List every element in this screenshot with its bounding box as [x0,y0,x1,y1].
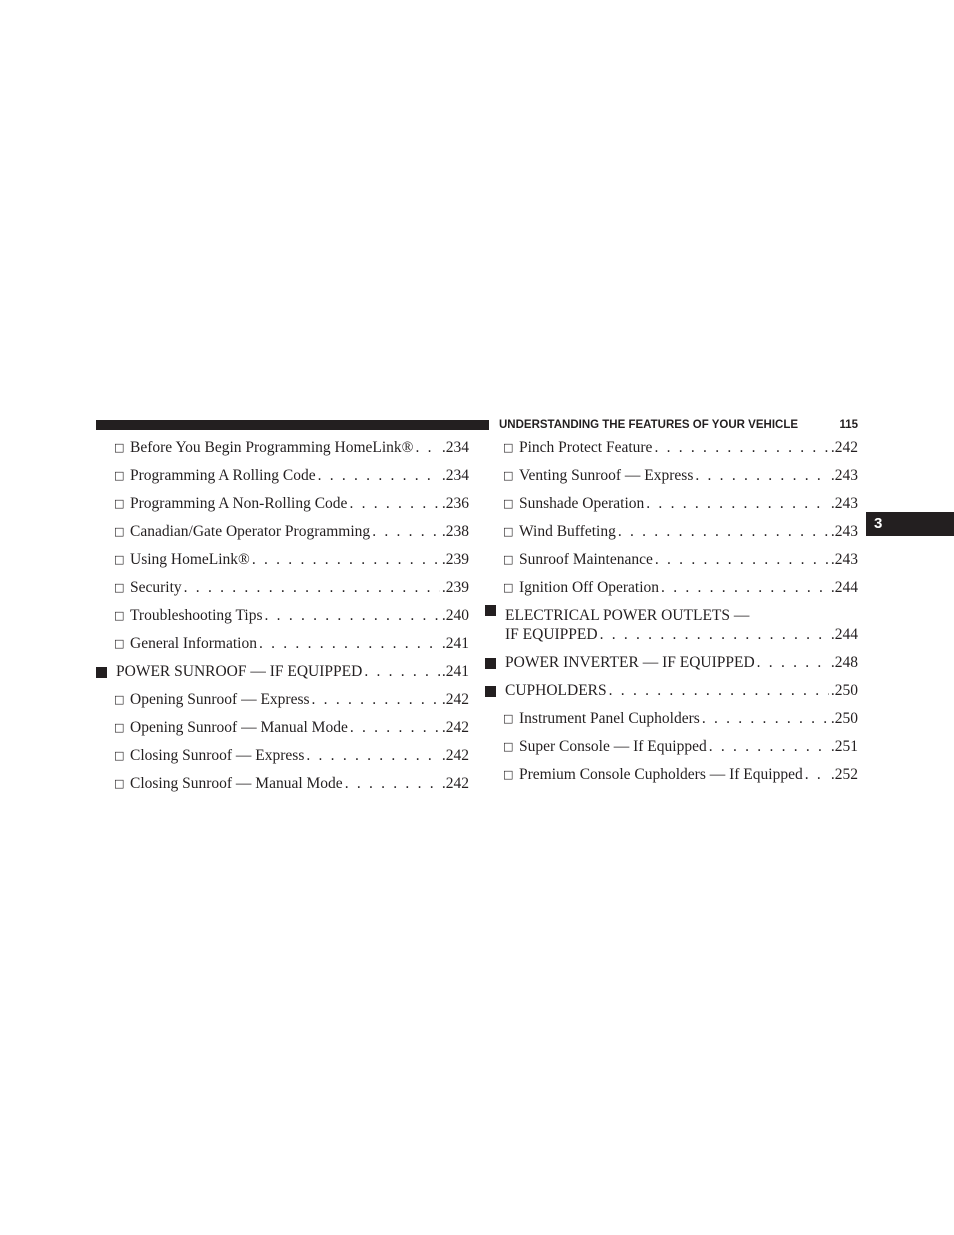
toc-entry[interactable] [96,490,469,518]
toc-entry[interactable] [485,546,858,574]
dot-leader [655,546,829,574]
toc-entry-label: CUPHOLDERS [505,682,607,699]
toc-left-column [96,434,469,798]
toc-entry-label: Premium Console Cupholders — If Equipped [519,766,803,783]
chapter-tab[interactable] [866,512,954,536]
dot-leader [654,434,828,462]
toc-entry[interactable] [96,574,469,602]
toc-entry-label: Canadian/Gate Operator Programming [130,523,371,540]
hollow-square-bullet-icon: □ [114,441,125,454]
dot-leader [252,546,440,574]
dot-leader [364,658,440,686]
toc-entry-page: .250 [830,682,858,699]
toc-entry-page: .243 [830,467,858,484]
dot-leader [609,677,829,705]
toc-entry-line [130,462,469,490]
dot-leader [372,518,440,546]
toc-entry-line [519,705,858,733]
hollow-square-bullet-icon: □ [114,609,125,622]
toc-entry-label: Closing Sunroof — Express [130,747,305,764]
toc-entry-label: Programming A Non-Rolling Code [130,495,348,512]
hollow-square-bullet-icon: □ [503,469,514,482]
dot-leader [661,574,829,602]
hollow-square-bullet-icon: □ [114,553,125,566]
toc-entry[interactable] [485,602,858,649]
toc-entry-page: .248 [830,654,858,671]
dot-leader [415,434,439,462]
toc-entry[interactable] [485,434,858,462]
toc-entry-label: Closing Sunroof — Manual Mode [130,775,343,792]
header-page-number: 115 [839,419,858,431]
dot-leader [345,770,440,798]
toc-entry[interactable] [485,574,858,602]
toc-entry-line [130,574,469,602]
toc-entry-line [130,434,469,462]
toc-entry-label: Sunroof Maintenance [519,551,653,568]
hollow-square-bullet-icon: □ [503,712,514,725]
toc-entry-page: .243 [830,495,858,512]
toc-entry-page: .242 [441,719,469,736]
toc-entry-line [505,621,858,649]
toc-entry-page: .238 [441,523,469,540]
hollow-square-bullet-icon: □ [503,441,514,454]
toc-entry-label: POWER SUNROOF — IF EQUIPPED [116,663,363,680]
toc-entry-label: Programming A Rolling Code [130,467,316,484]
toc-entry-page: .242 [441,747,469,764]
toc-entry-page: .243 [830,551,858,568]
toc-entry-label: General Information [130,635,257,652]
toc-entry-line [519,761,858,789]
toc-entry-page: .250 [830,710,858,727]
toc-entry[interactable] [485,677,858,705]
toc-entry[interactable] [485,761,858,789]
toc-entry-page: .234 [441,439,469,456]
toc-entry-line [505,649,858,677]
toc-entry-label: Troubleshooting Tips [130,607,263,624]
toc-entry-page: .242 [441,691,469,708]
toc-entry[interactable] [96,546,469,574]
hollow-square-bullet-icon: □ [114,721,125,734]
hollow-square-bullet-icon: □ [114,693,125,706]
toc-entry-page: .242 [830,439,858,456]
toc-entry-line [130,770,469,798]
toc-entry-line [130,602,469,630]
toc-entry[interactable] [96,742,469,770]
filled-square-bullet-icon [485,686,496,697]
toc-entry[interactable] [96,518,469,546]
toc-entry-label: Pinch Protect Feature [519,439,653,456]
dot-leader [702,705,829,733]
toc-entry[interactable] [485,733,858,761]
dot-leader [709,733,829,761]
toc-entry[interactable] [96,658,469,686]
dot-leader [312,686,440,714]
toc-entry-line [130,630,469,658]
running-header [499,417,858,433]
dot-leader [695,462,829,490]
toc-entry[interactable] [96,686,469,714]
toc-entry[interactable] [96,602,469,630]
toc-entry[interactable] [96,630,469,658]
toc-entry-page: .234 [441,467,469,484]
hollow-square-bullet-icon: □ [503,497,514,510]
toc-entry-line [519,733,858,761]
dot-leader [259,630,440,658]
toc-entry-label: Wind Buffeting [519,523,616,540]
dot-leader [306,742,440,770]
toc-entry-label: Instrument Panel Cupholders [519,710,700,727]
hollow-square-bullet-icon: □ [114,525,125,538]
dot-leader [349,490,439,518]
hollow-square-bullet-icon: □ [114,581,125,594]
toc-entry-label: Before You Begin Programming HomeLink® [130,439,414,456]
dot-leader [646,490,829,518]
toc-entry[interactable] [96,770,469,798]
toc-entry-page: .241 [441,663,469,680]
toc-entry-page: .252 [830,766,858,783]
toc-entry-line [519,462,858,490]
toc-entry-page: .240 [441,607,469,624]
hollow-square-bullet-icon: □ [503,581,514,594]
toc-entry-line [130,714,469,742]
dot-leader [318,462,440,490]
filled-square-bullet-icon [485,605,496,616]
toc-entry[interactable] [96,462,469,490]
dot-leader [757,649,829,677]
header-title: UNDERSTANDING THE FEATURES OF YOUR VEHICLE [499,419,799,431]
toc-entry-label: Security [130,579,182,596]
toc-right-column [485,434,858,789]
toc-entry-line [116,658,469,686]
toc-entry-label: Using HomeLink® [130,551,250,568]
toc-entry-page: .244 [830,626,858,643]
dot-leader [618,518,829,546]
dot-leader [265,602,440,630]
toc-entry-page: .239 [441,579,469,596]
filled-square-bullet-icon [96,667,107,678]
header-rule [96,420,489,430]
toc-entry[interactable] [96,434,469,462]
toc-entry-line [130,490,469,518]
toc-entry[interactable] [485,490,858,518]
toc-entry[interactable] [485,705,858,733]
toc-entry-label: POWER INVERTER — IF EQUIPPED [505,654,755,671]
toc-entry-line [519,518,858,546]
hollow-square-bullet-icon: □ [114,749,125,762]
toc-entry-label: ELECTRICAL POWER OUTLETS — [505,607,750,624]
hollow-square-bullet-icon: □ [114,497,125,510]
toc-entry-line [130,546,469,574]
toc-entry-line [130,742,469,770]
toc-entry[interactable] [485,649,858,677]
toc-entry-page: .251 [830,738,858,755]
toc-entry-label: Sunshade Operation [519,495,645,512]
chapter-number: 3 [874,515,883,532]
toc-entry-page: .239 [441,551,469,568]
toc-entry-line [519,490,858,518]
toc-entry-label: Ignition Off Operation [519,579,660,596]
hollow-square-bullet-icon: □ [503,553,514,566]
toc-entry[interactable] [485,518,858,546]
toc-entry-line [130,686,469,714]
dot-leader [184,574,440,602]
toc-entry-line [130,518,469,546]
toc-entry[interactable] [96,714,469,742]
toc-entry-label: IF EQUIPPED [505,626,598,643]
filled-square-bullet-icon [485,658,496,669]
hollow-square-bullet-icon: □ [503,768,514,781]
toc-entry-page: .243 [830,523,858,540]
toc-entry-label: Opening Sunroof — Manual Mode [130,719,348,736]
toc-entry[interactable] [485,462,858,490]
hollow-square-bullet-icon: □ [114,469,125,482]
toc-entry-label: Super Console — If Equipped [519,738,707,755]
toc-entry-line [505,677,858,705]
toc-entry-line [519,546,858,574]
hollow-square-bullet-icon: □ [503,525,514,538]
dot-leader [600,621,829,649]
toc-entry-page: .241 [441,635,469,652]
toc-entry-label: Opening Sunroof — Express [130,691,310,708]
toc-entry-page: .236 [441,495,469,512]
dot-leader [350,714,440,742]
toc-entry-label: Venting Sunroof — Express [519,467,694,484]
hollow-square-bullet-icon: □ [503,740,514,753]
hollow-square-bullet-icon: □ [114,637,125,650]
toc-entry-line [519,574,858,602]
toc-entry-page: .242 [441,775,469,792]
dot-leader [805,761,829,789]
hollow-square-bullet-icon: □ [114,777,125,790]
toc-entry-line [519,434,858,462]
toc-entry-page: .244 [830,579,858,596]
